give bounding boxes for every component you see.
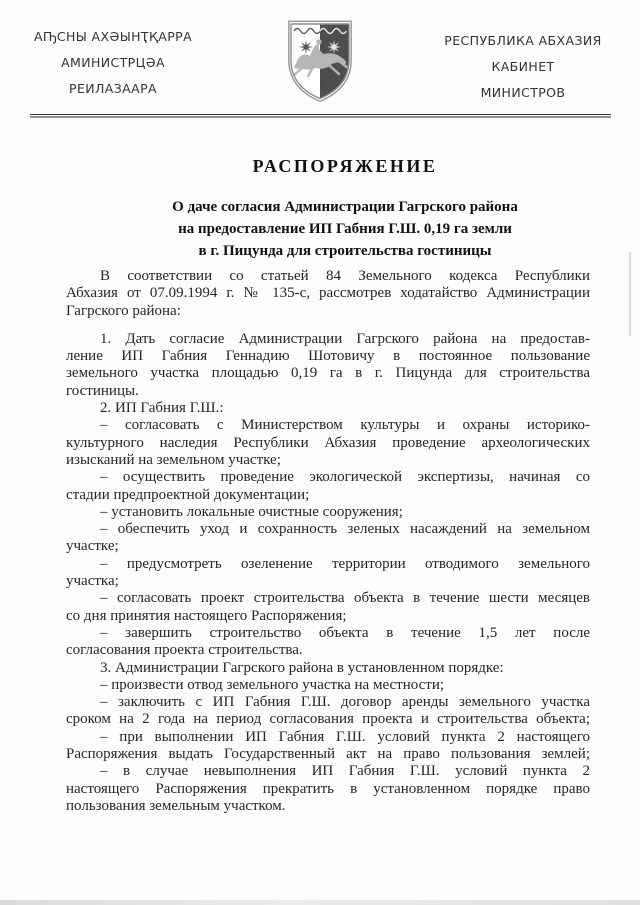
body-line: – произвести отвод земельного участка на местности; — [100, 676, 445, 693]
body-line: – в случае невыполнения ИП Габния Г.Ш. условий пункта 2 — [100, 763, 590, 780]
document-type-title: РАСПОРЯЖЕНИЕ — [252, 156, 438, 176]
body-line: Распоряжения выдать Государственный акт на право пользования землей; — [66, 746, 590, 763]
document-body — [66, 268, 590, 815]
body-line: настоящего Распоряжения прекратить в установленном порядке право — [66, 780, 590, 797]
document-subject — [75, 196, 615, 262]
body-line: пользования земельным участком. — [66, 797, 286, 814]
coat-of-arms-svg — [282, 18, 358, 104]
body-line: участка; — [66, 573, 119, 590]
star-upper-left-icon — [299, 40, 313, 54]
body-line: – обеспечить уход и сохранность зеленых насаждений на земельном — [100, 521, 590, 538]
body-line: – предусмотреть озеленение территории отводимого земельного — [100, 555, 590, 572]
body-line: – согласовать с Министерством культуры и охраны историко- — [100, 417, 590, 434]
body-line: ление ИП Габния Геннадию Шотовичу в постоянное пользование — [66, 348, 590, 365]
body-line: изысканий на земельном участке; — [66, 451, 281, 468]
body-line: Абхазия от 07.09.1994 г. № 135-с, рассмотрев ходатайство Администрации — [66, 285, 590, 302]
subject-line: на предоставление ИП Габния Г.Ш. 0,19 га земли — [178, 221, 512, 237]
body-line: – завершить строительство объекта в течение 1,5 лет после — [100, 624, 590, 641]
scan-artifact-right-edge — [629, 252, 631, 336]
letterhead-divider — [30, 114, 611, 118]
letterhead-line: КАБИНЕТ — [491, 59, 555, 74]
body-line: 1. Дать согласие Администрации Гагрского района на предостав- — [100, 330, 590, 347]
letterhead-line: РЕСПУБЛИКА АБХАЗИЯ — [444, 33, 602, 48]
issuer-name-abkhaz — [14, 24, 212, 102]
subject-line: в г. Пицунда для строительства гостиницы — [198, 243, 492, 259]
body-line: земельного участка площадью 0,19 га в г. Пицунда для строительства — [66, 365, 590, 382]
body-line: В соответствии со статьей 84 Земельного кодекса Республики — [100, 268, 590, 284]
body-line: – установить локальные очистные сооружения; — [100, 503, 403, 520]
body-line: – согласовать проект строительства объекта в течение шести месяцев — [100, 590, 590, 607]
letterhead-line: АҦСНЫ АХӘЫНҬҚАРРА — [33, 29, 193, 44]
subject-line: О даче согласия Администрации Гагрского района — [172, 199, 518, 215]
letterhead-line: РЕИЛАЗААРА — [69, 81, 157, 96]
body-line: участке; — [66, 538, 119, 555]
issuer-name-russian — [428, 28, 618, 106]
body-line: – при выполнении ИП Габния Г.Ш. условий пункта 2 настоящего — [100, 728, 590, 745]
body-line: Гагрского района: — [66, 302, 181, 319]
body-line: согласования проекта строительства. — [66, 642, 303, 659]
body-line: – заключить с ИП Габния Г.Ш. договор аренды земельного участка — [100, 694, 590, 711]
body-line: стадии предпроектной документации; — [66, 486, 310, 503]
scan-artifact-bottom-shadow — [0, 900, 640, 905]
letterhead-line: АМИНИСТРЦӘА — [61, 55, 165, 70]
body-line: сроком на 2 года на период согласования проекта и строительства объекта; — [66, 711, 590, 728]
body-line: гостиницы. — [66, 382, 139, 399]
letterhead-line: МИНИСТРОВ — [480, 85, 566, 100]
body-line: 2. ИП Габния Г.Ш.: — [100, 400, 224, 417]
abkhazia-coat-of-arms-icon — [282, 18, 358, 104]
body-line: 3. Администрации Гагрского района в установленном порядке: — [100, 659, 504, 676]
body-line: – осуществить проведение экологической экспертизы, начиная со — [100, 469, 590, 486]
body-line: со дня принятия настоящего Распоряжения; — [66, 607, 347, 624]
body-line: культурного наследия Республики Абхазия проведение археологических — [66, 434, 590, 451]
star-upper-right-icon — [327, 40, 341, 54]
